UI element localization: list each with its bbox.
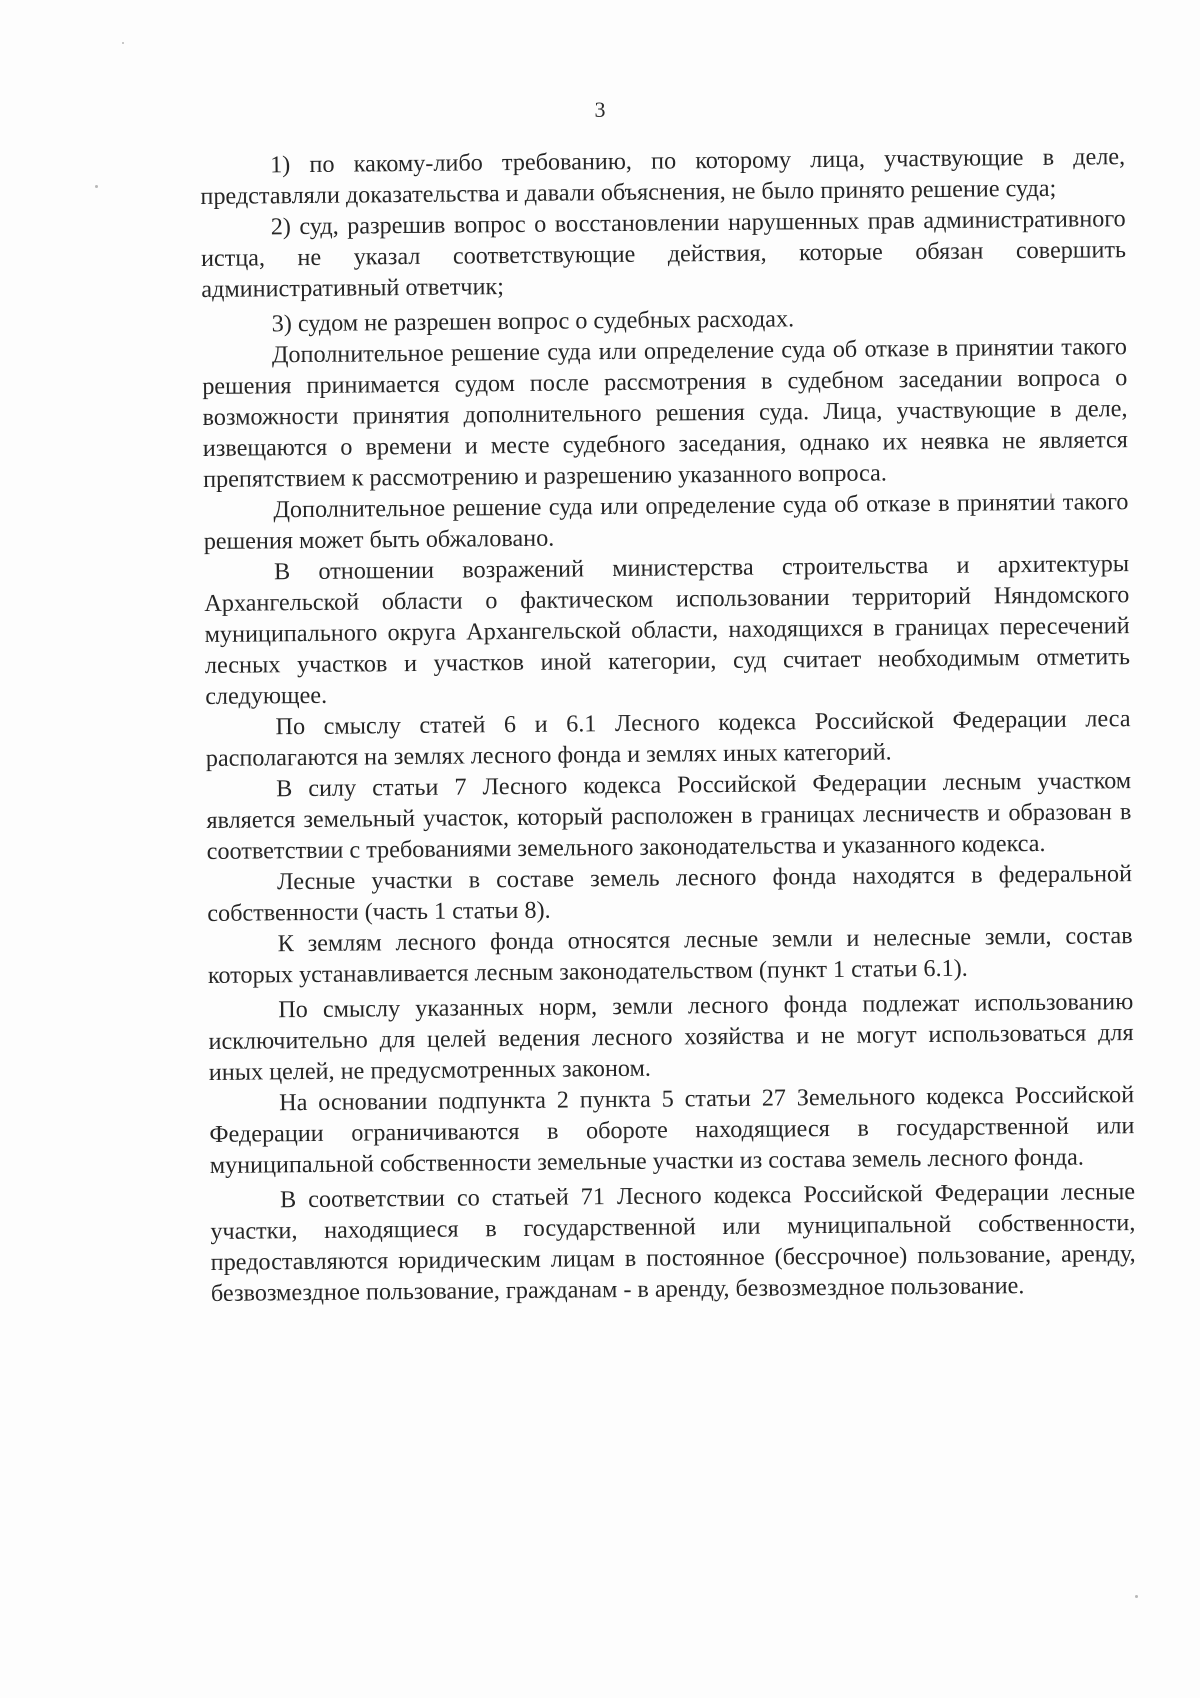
paragraph: К землям лесного фонда относятся лесные земли и нелесные земли, состав которых устанавливается лесным законодательством (пункт 1 статьи 6.1).	[207, 922, 1133, 989]
paragraph: Дополнительное решение суда или определение суда об отказе в принятии такого решения принимается судом после рассмотрения в судебном заседании вопроса о возможности принятия дополнительного решения суда. Лица, участвующие в деле, извещаются о времени и месте судебного заседания, однако их неявка не является препятствием к рассмотрению и разрешению указанного вопроса.	[202, 333, 1128, 493]
paragraph: 1) по какому-либо требованию, по которому лица, участвующие в деле, представляли доказательства и давали объяснения, не было принято решение суда;	[200, 143, 1126, 210]
paragraph: Лесные участки в составе земель лесного фонда находятся в федеральной собственности (часть 1 статьи 8).	[207, 860, 1133, 927]
paragraph: В соответствии со статьей 71 Лесного кодекса Российской Федерации лесные участки, находящиеся в государственной или муниципальной собственности, предоставляются юридическим лицам в постоянное (бессрочное) пользование, аренду, безвозмездное пользование, гражданам - в аренду, безвозмездное пользование.	[210, 1178, 1136, 1307]
paragraph: На основании подпункта 2 пункта 5 статьи 27 Земельного кодекса Российской Федерации ограничиваются в обороте находящиеся в государственной или муниципальной собственности земельные участки из состава земель лесного фонда.	[209, 1081, 1135, 1179]
paragraph: В отношении возражений министерства строительства и архитектуры Архангельской области о фактическом использовании территорий Няндомского муниципального округа Архангельской области, находящихся в границах пересечений лесных участков и участков иной категории, суд считает необходимым отметить следующее.	[204, 550, 1131, 710]
paragraph: 3) судом не разрешен вопрос о судебных расходах.	[271, 305, 795, 338]
paragraph: В силу статьи 7 Лесного кодекса Российской Федерации лесным участком является земельный участок, который расположен в границах лесничеств и образован в соответствии с требованиями земельного законодательства и указанного кодекса.	[206, 767, 1132, 865]
page-number: 3	[594, 97, 606, 122]
scan-speck	[95, 185, 98, 188]
paragraph: 2) суд, разрешив вопрос о восстановлении нарушенных прав административного истца, не указал соответствующие действия, которые обязан совершить административный ответчик;	[200, 205, 1127, 303]
scan-speck	[122, 42, 124, 44]
paragraph: Дополнительное решение суда или определение суда об отказе в принятии такого решения может быть обжаловано.	[203, 488, 1129, 555]
paragraph: По смыслу статей 6 и 6.1 Лесного кодекса Российской Федерации леса располагаются на землях лесного фонда и землях иных категорий.	[205, 705, 1131, 772]
document-body	[200, 141, 1136, 1309]
scan-speck	[1135, 1595, 1138, 1598]
paragraph: По смыслу указанных норм, земли лесного фонда подлежат использованию исключительно для целей ведения лесного хозяйства и не могут использоваться для иных целей, не предусмотренных законом.	[208, 988, 1134, 1086]
